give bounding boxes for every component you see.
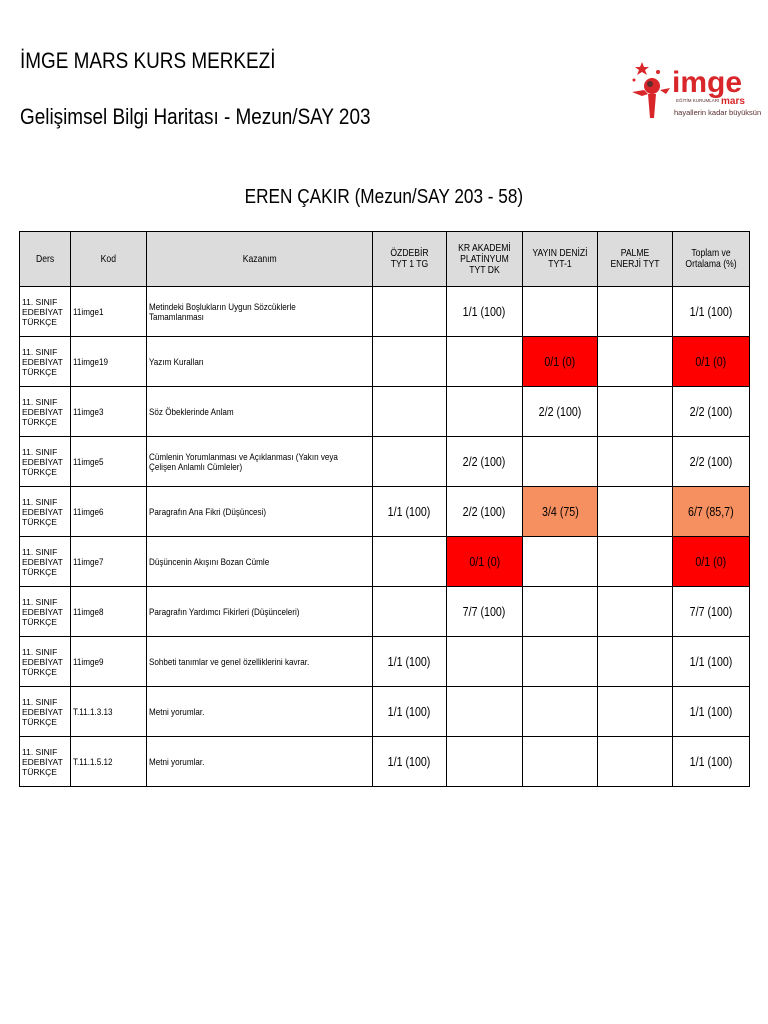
cell-kod: 11imge7 xyxy=(71,537,147,587)
table-row xyxy=(20,387,750,437)
cell-exam-1 xyxy=(373,537,447,587)
logo-figure-icon xyxy=(632,62,670,118)
cell-exam-4 xyxy=(598,537,673,587)
cell-kod: 11imge3 xyxy=(71,387,147,437)
cell-exam-1 xyxy=(373,437,447,487)
cell-exam-2: 7/7 (100) xyxy=(447,587,523,637)
student-heading xyxy=(0,186,768,209)
cell-kazanim: Paragrafın Yardımcı Fikirleri (Düşünceleri) xyxy=(147,587,373,637)
logo-tagline: hayallerin kadar büyüksün xyxy=(674,108,762,117)
cell-exam-1 xyxy=(373,337,447,387)
cell-exam-3 xyxy=(523,687,598,737)
table-row xyxy=(20,737,750,787)
cell-exam-4 xyxy=(598,737,673,787)
cell-exam-3 xyxy=(523,587,598,637)
cell-kod: 11imge19 xyxy=(71,337,147,387)
cell-kod: T.11.1.3.13 xyxy=(71,687,147,737)
cell-exam-1 xyxy=(373,587,447,637)
table-row xyxy=(20,287,750,337)
table-row xyxy=(20,537,750,587)
cell-ders: 11. SINIF EDEBİYAT TÜRKÇE xyxy=(20,537,71,587)
page-subtitle: Gelişimsel Bilgi Haritası - Mezun/SAY 203 xyxy=(20,104,371,129)
col-header-kod: Kod xyxy=(71,232,147,287)
cell-exam-4 xyxy=(598,287,673,337)
cell-exam-3 xyxy=(523,537,598,587)
cell-ders: 11. SINIF EDEBİYAT TÜRKÇE xyxy=(20,737,71,787)
cell-exam-1 xyxy=(373,387,447,437)
table-row xyxy=(20,337,750,387)
table-row xyxy=(20,637,750,687)
cell-exam-2: 2/2 (100) xyxy=(447,437,523,487)
cell-total: 1/1 (100) xyxy=(673,687,750,737)
cell-ders: 11. SINIF EDEBİYAT TÜRKÇE xyxy=(20,437,71,487)
cell-exam-3: 0/1 (0) xyxy=(523,337,598,387)
cell-kazanim: Söz Öbeklerinde Anlam xyxy=(147,387,373,437)
student-name: EREN ÇAKIR (Mezun/SAY 203 - 58) xyxy=(244,186,524,208)
cell-total: 6/7 (85,7) xyxy=(673,487,750,537)
cell-kod: 11imge9 xyxy=(71,637,147,687)
col-header-total: Toplam ve Ortalama (%) xyxy=(673,232,750,287)
cell-ders: 11. SINIF EDEBİYAT TÜRKÇE xyxy=(20,337,71,387)
cell-total: 2/2 (100) xyxy=(673,437,750,487)
cell-kod: T.11.1.5.12 xyxy=(71,737,147,787)
cell-exam-3: 2/2 (100) xyxy=(523,387,598,437)
logo-small-text: EĞİTİM KURUMLARI xyxy=(676,98,720,103)
cell-ders: 11. SINIF EDEBİYAT TÜRKÇE xyxy=(20,687,71,737)
cell-total: 1/1 (100) xyxy=(673,637,750,687)
logo-sub: mars xyxy=(721,96,745,107)
cell-kazanim: Metni yorumlar. xyxy=(147,737,373,787)
cell-exam-2: 2/2 (100) xyxy=(447,487,523,537)
cell-ders: 11. SINIF EDEBİYAT TÜRKÇE xyxy=(20,587,71,637)
cell-kod: 11imge5 xyxy=(71,437,147,487)
cell-exam-3 xyxy=(523,737,598,787)
cell-kazanim: Metni yorumlar. xyxy=(147,687,373,737)
cell-exam-3 xyxy=(523,287,598,337)
col-header-exam-4: PALME ENERJİ TYT xyxy=(598,232,673,287)
cell-exam-2: 0/1 (0) xyxy=(447,537,523,587)
knowledge-map-table xyxy=(19,231,750,787)
cell-kazanim: Düşüncenin Akışını Bozan Cümle xyxy=(147,537,373,587)
cell-exam-4 xyxy=(598,437,673,487)
table-row xyxy=(20,687,750,737)
col-header-exam-2: KR AKADEMİ PLATİNYUM TYT DK xyxy=(447,232,523,287)
cell-exam-2 xyxy=(447,637,523,687)
col-header-exam-3: YAYIN DENİZİ TYT-1 xyxy=(523,232,598,287)
cell-exam-3: 3/4 (75) xyxy=(523,487,598,537)
cell-ders: 11. SINIF EDEBİYAT TÜRKÇE xyxy=(20,637,71,687)
table-row xyxy=(20,587,750,637)
cell-exam-2 xyxy=(447,337,523,387)
cell-total: 2/2 (100) xyxy=(673,387,750,437)
table-row xyxy=(20,487,750,537)
cell-total: 0/1 (0) xyxy=(673,337,750,387)
col-header-exam-1: ÖZDEBİR TYT 1 TG xyxy=(373,232,447,287)
cell-exam-4 xyxy=(598,687,673,737)
imge-mars-logo xyxy=(626,58,762,132)
cell-kod: 11imge1 xyxy=(71,287,147,337)
cell-kazanim: Sohbeti tanımlar ve genel özelliklerini kavrar. xyxy=(147,637,373,687)
cell-total: 0/1 (0) xyxy=(673,537,750,587)
cell-total: 1/1 (100) xyxy=(673,287,750,337)
cell-exam-3 xyxy=(523,437,598,487)
cell-exam-2 xyxy=(447,687,523,737)
cell-kazanim: Yazım Kuralları xyxy=(147,337,373,387)
cell-kazanim: Metindeki Boşlukların Uygun Sözcüklerle Tamamlanması xyxy=(147,287,373,337)
cell-ders: 11. SINIF EDEBİYAT TÜRKÇE xyxy=(20,387,71,437)
cell-exam-1: 1/1 (100) xyxy=(373,487,447,537)
page-title: İMGE MARS KURS MERKEZİ xyxy=(20,48,276,73)
cell-exam-4 xyxy=(598,587,673,637)
cell-ders: 11. SINIF EDEBİYAT TÜRKÇE xyxy=(20,287,71,337)
cell-kod: 11imge6 xyxy=(71,487,147,537)
cell-exam-1: 1/1 (100) xyxy=(373,737,447,787)
cell-exam-2 xyxy=(447,387,523,437)
cell-exam-4 xyxy=(598,337,673,387)
cell-kod: 11imge8 xyxy=(71,587,147,637)
col-header-kazanim: Kazanım xyxy=(147,232,373,287)
cell-exam-4 xyxy=(598,387,673,437)
cell-total: 7/7 (100) xyxy=(673,587,750,637)
logo-brand: imge xyxy=(672,66,743,99)
cell-kazanim: Cümlenin Yorumlanması ve Açıklanması (Yakın veya Çelişen Anlamlı Cümleler) xyxy=(147,437,373,487)
cell-exam-4 xyxy=(598,637,673,687)
table-header-row xyxy=(20,232,750,287)
cell-kazanim: Paragrafın Ana Fikri (Düşüncesi) xyxy=(147,487,373,537)
cell-exam-3 xyxy=(523,637,598,687)
cell-total: 1/1 (100) xyxy=(673,737,750,787)
cell-exam-1: 1/1 (100) xyxy=(373,637,447,687)
cell-exam-1 xyxy=(373,287,447,337)
cell-exam-4 xyxy=(598,487,673,537)
col-header-ders: Ders xyxy=(20,232,71,287)
table-row xyxy=(20,437,750,487)
cell-exam-2: 1/1 (100) xyxy=(447,287,523,337)
cell-exam-1: 1/1 (100) xyxy=(373,687,447,737)
cell-ders: 11. SINIF EDEBİYAT TÜRKÇE xyxy=(20,487,71,537)
cell-exam-2 xyxy=(447,737,523,787)
